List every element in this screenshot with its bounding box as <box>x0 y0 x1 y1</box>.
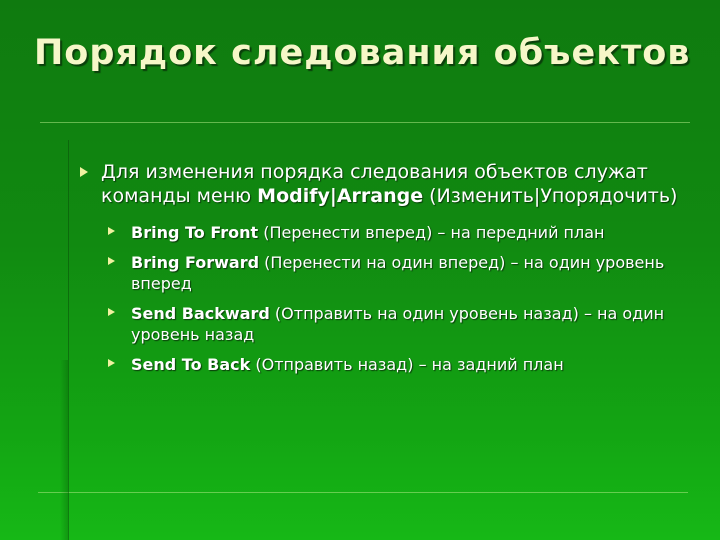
sub-bullet-bring-to-front <box>80 222 700 243</box>
bullet-arrow-icon <box>108 227 115 235</box>
left-shadow-decoration <box>60 360 68 540</box>
command-description: (Перенести вперед) – на передний план <box>258 223 605 242</box>
command-description: (Перенести на один вперед) – на один уровень вперед <box>131 253 665 293</box>
command-name: Bring To Front <box>131 223 259 242</box>
sub-bullet-send-to-back <box>80 354 700 375</box>
slide-content <box>80 160 700 384</box>
title-divider-line <box>40 122 690 123</box>
bottom-divider-line <box>38 492 688 493</box>
command-description: (Отправить назад) – на задний план <box>250 355 564 374</box>
intro-command: Modify|Arrange <box>257 185 424 207</box>
sub-bullet-bring-forward <box>80 252 700 294</box>
command-name: Bring Forward <box>131 253 260 272</box>
command-name: Send Backward <box>131 304 270 323</box>
intro-bullet <box>80 160 700 208</box>
sub-bullet-send-backward <box>80 303 700 345</box>
slide-title: Порядок следования объектов <box>34 33 691 73</box>
command-description: (Отправить на один уровень назад) – на один уровень назад <box>131 304 665 344</box>
bullet-arrow-icon <box>108 359 115 367</box>
intro-text-after: (Изменить|Упорядочить) <box>423 185 678 207</box>
bullet-arrow-icon <box>108 308 115 316</box>
bullet-arrow-icon <box>80 167 88 177</box>
left-vertical-line <box>68 140 69 540</box>
intro-text-before: Для изменения порядка следования объектов служат команды меню <box>101 161 648 207</box>
bullet-arrow-icon <box>108 257 115 265</box>
command-name: Send To Back <box>131 355 251 374</box>
